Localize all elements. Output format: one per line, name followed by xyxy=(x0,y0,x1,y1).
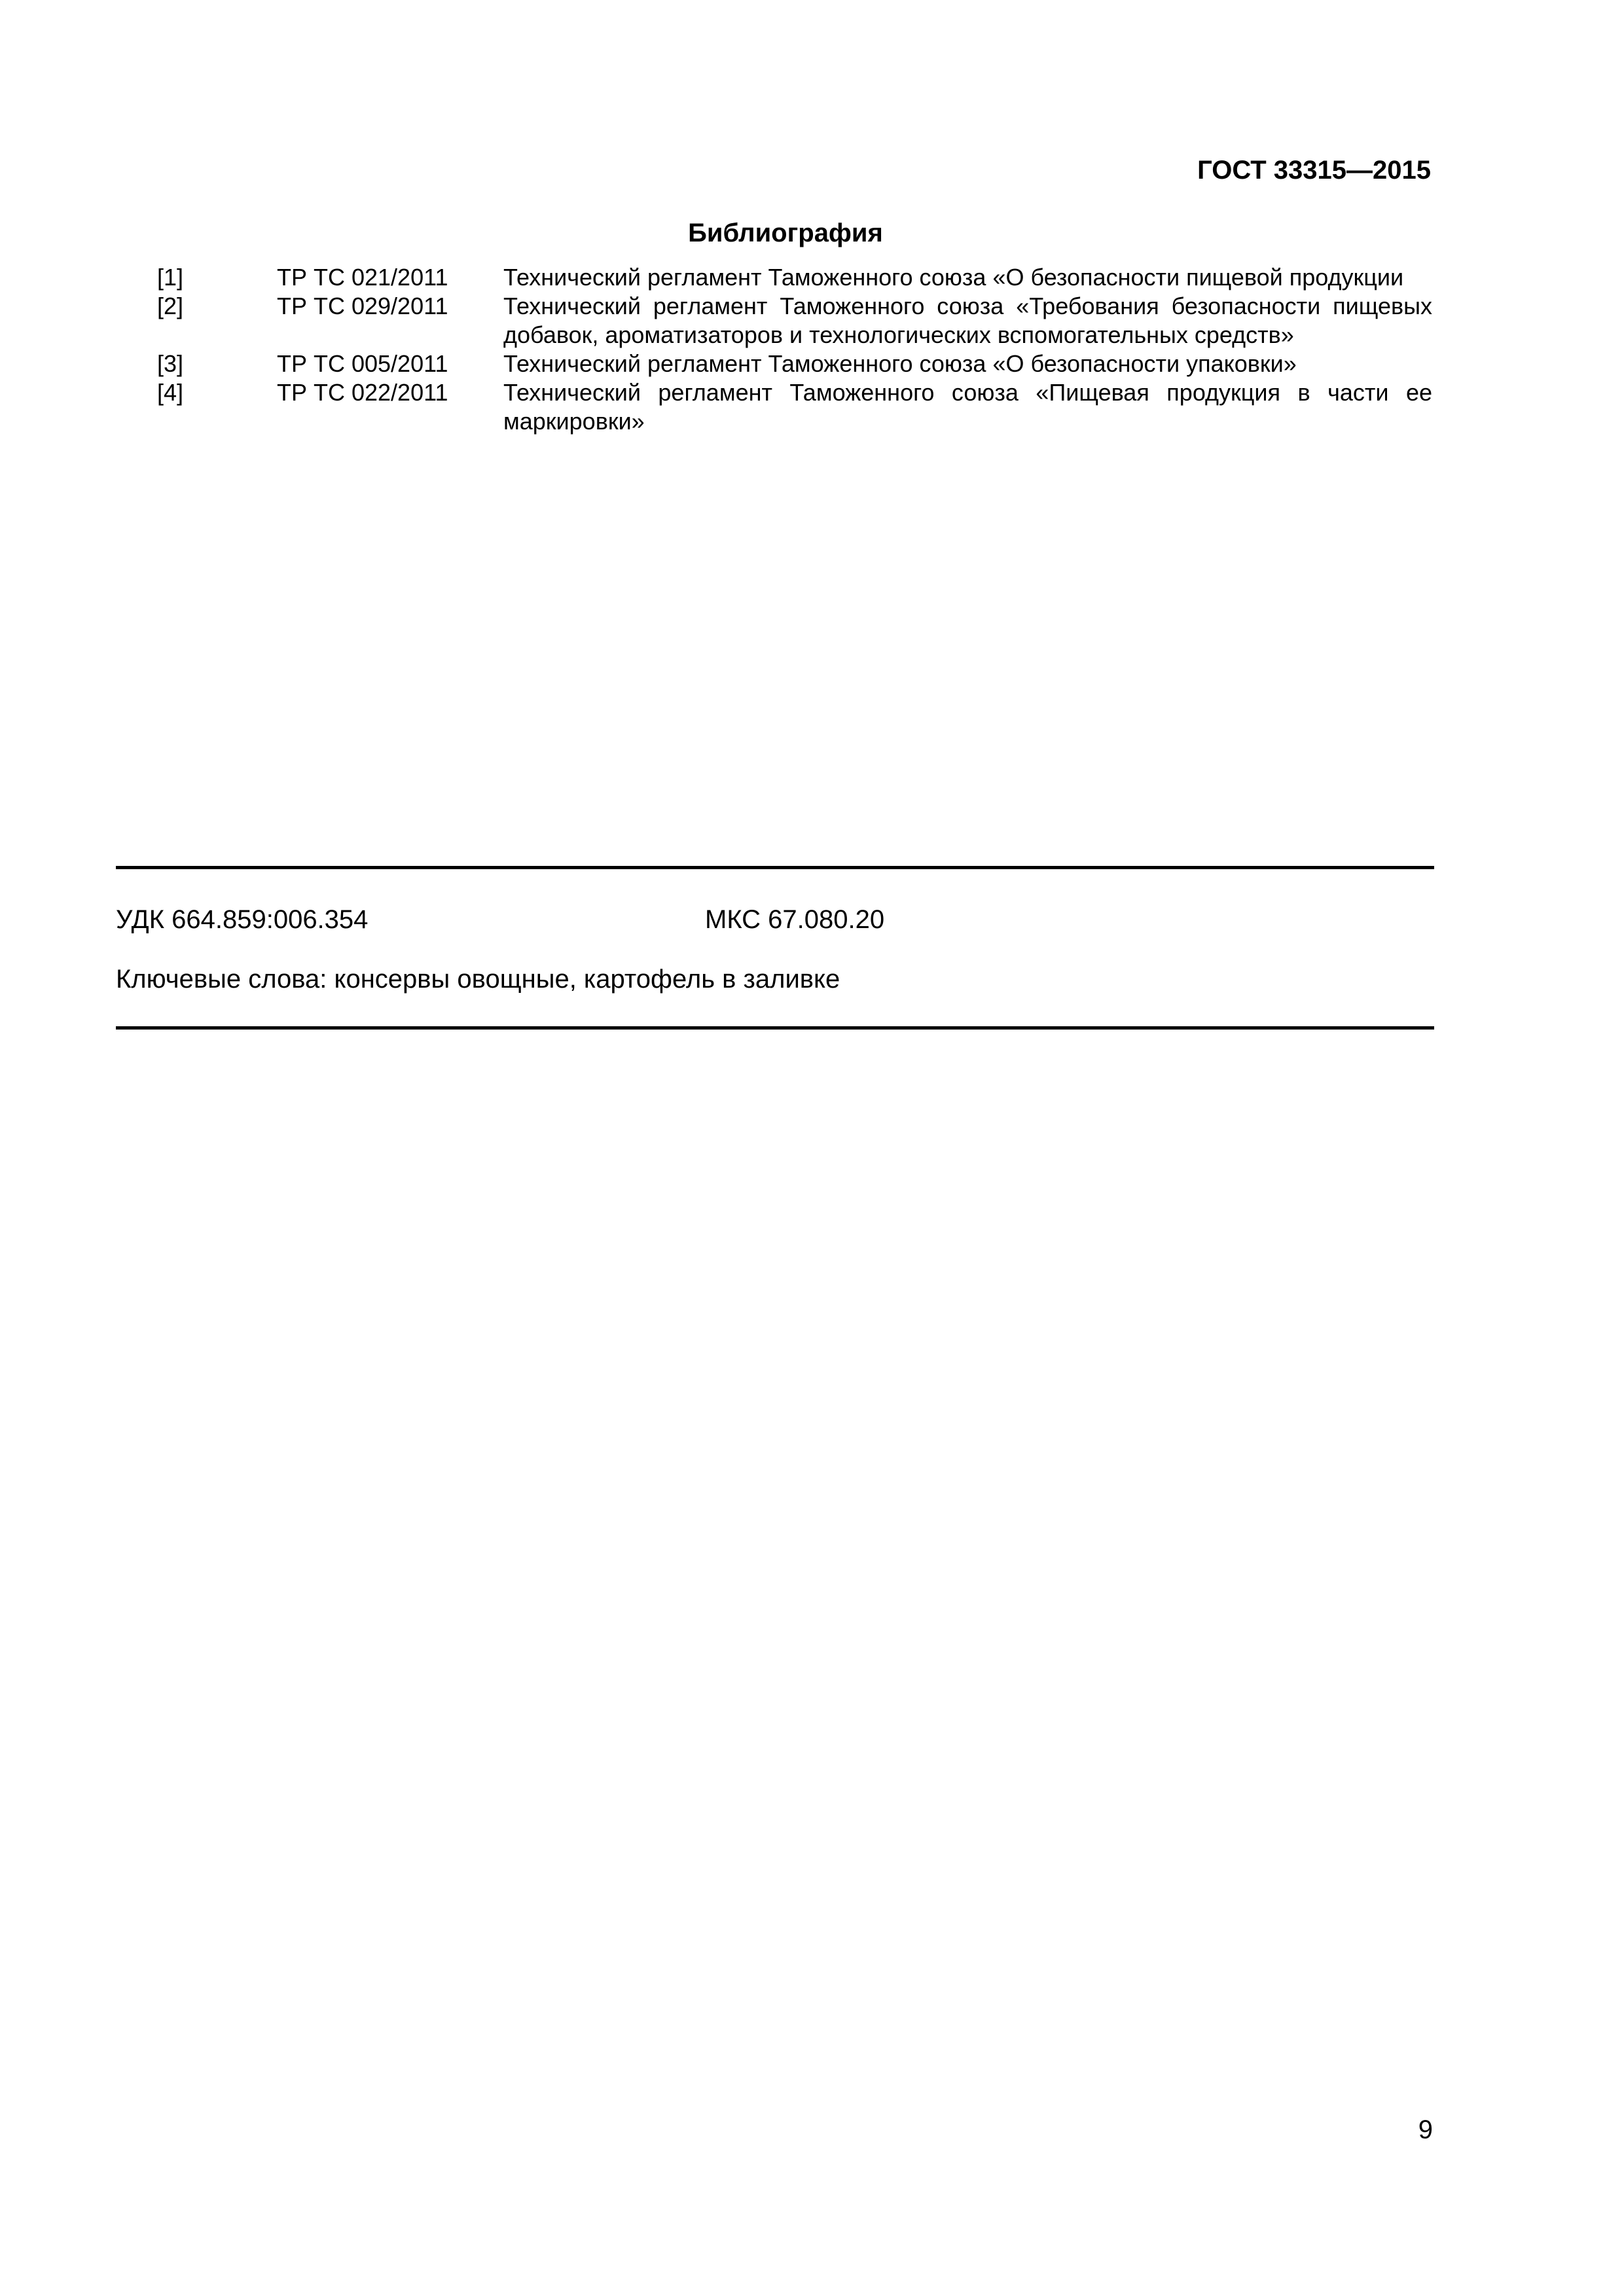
divider-top xyxy=(116,866,1434,869)
entry-number: [2] xyxy=(157,293,184,319)
entry-number: [3] xyxy=(157,350,184,377)
document-code: ГОСТ 33315—2015 xyxy=(1197,156,1431,185)
bibliography-entry xyxy=(157,378,1432,436)
mks-code: МКС 67.080.20 xyxy=(705,905,885,934)
keywords: Ключевые слова: консервы овощные, картофель в заливке xyxy=(116,965,840,994)
bibliography-title: Библиография xyxy=(688,219,883,247)
entry-code: ТР ТС 022/2011 xyxy=(277,379,448,406)
entry-number: [1] xyxy=(157,264,184,291)
entry-code: ТР ТС 029/2011 xyxy=(277,293,448,319)
page-number: 9 xyxy=(1418,2115,1433,2144)
udk-code: УДК 664.859:006.354 xyxy=(116,905,369,934)
entry-text: Технический регламент Таможенного союза «Пищевая продукция в части ее маркировки» xyxy=(503,379,1432,435)
entry-text: Технический регламент Таможенного союза «О безопасности упаковки» xyxy=(503,350,1297,377)
entry-code: ТР ТС 021/2011 xyxy=(277,264,448,291)
bibliography-entry xyxy=(157,350,1432,378)
entry-text: Технический регламент Таможенного союза «Требования безопасности пищевых добавок, ароматизаторов и технологических вспомогательных средств» xyxy=(503,293,1432,348)
bibliography-list xyxy=(157,263,1432,436)
entry-code: ТР ТС 005/2011 xyxy=(277,350,448,377)
divider-bottom xyxy=(116,1026,1434,1030)
bibliography-entry xyxy=(157,263,1432,292)
entry-text: Технический регламент Таможенного союза «О безопасности пищевой продукции xyxy=(503,264,1404,291)
entry-number: [4] xyxy=(157,379,184,406)
bibliography-entry xyxy=(157,292,1432,350)
